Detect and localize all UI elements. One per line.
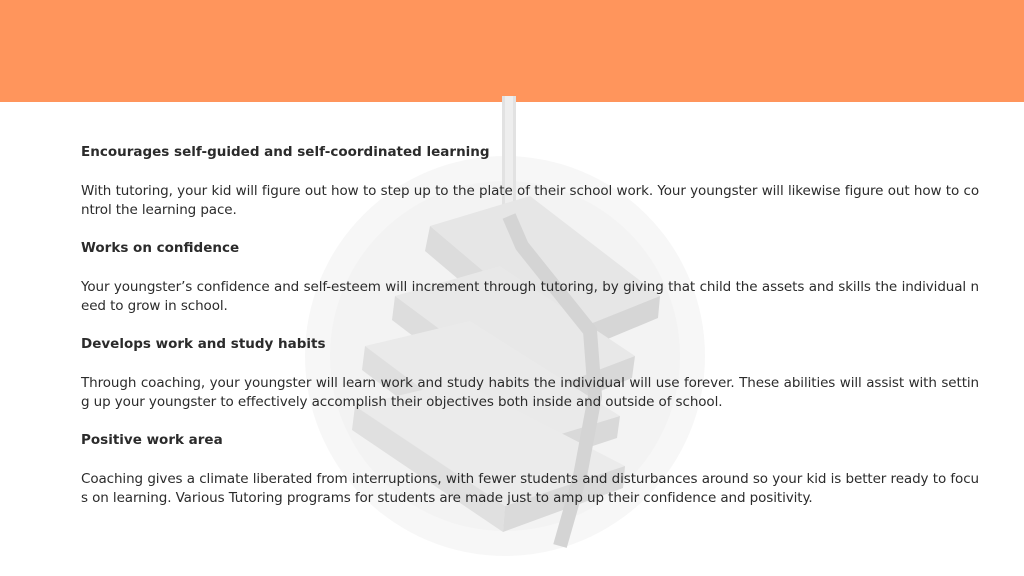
section-body: With tutoring, your kid will figure out how to step up to the plate of their school work. Your youngster will likewise figure out how to control the learning pace.: [81, 183, 979, 218]
header-band: [0, 0, 1024, 102]
section-body: Through coaching, your youngster will learn work and study habits the individual will use forever. These abilities will assist with setting up your youngster to effectively accomplish their objectives both inside and outside of school.: [81, 375, 979, 410]
content-area: [81, 143, 979, 507]
section-heading: Encourages self-guided and self-coordinated learning: [81, 144, 490, 160]
section-body: Coaching gives a climate liberated from interruptions, with fewer students and disturbances around so your kid is better ready to focus on learning. Various Tutoring programs for students are made just to amp up their confidence and positivity.: [81, 471, 979, 506]
section-heading: Works on confidence: [81, 240, 240, 256]
section-heading: Develops work and study habits: [81, 336, 326, 352]
section-body: Your youngster’s confidence and self-esteem will increment through tutoring, by giving that child the assets and skills the individual need to grow in school.: [81, 279, 979, 314]
section-heading: Positive work area: [81, 432, 223, 448]
